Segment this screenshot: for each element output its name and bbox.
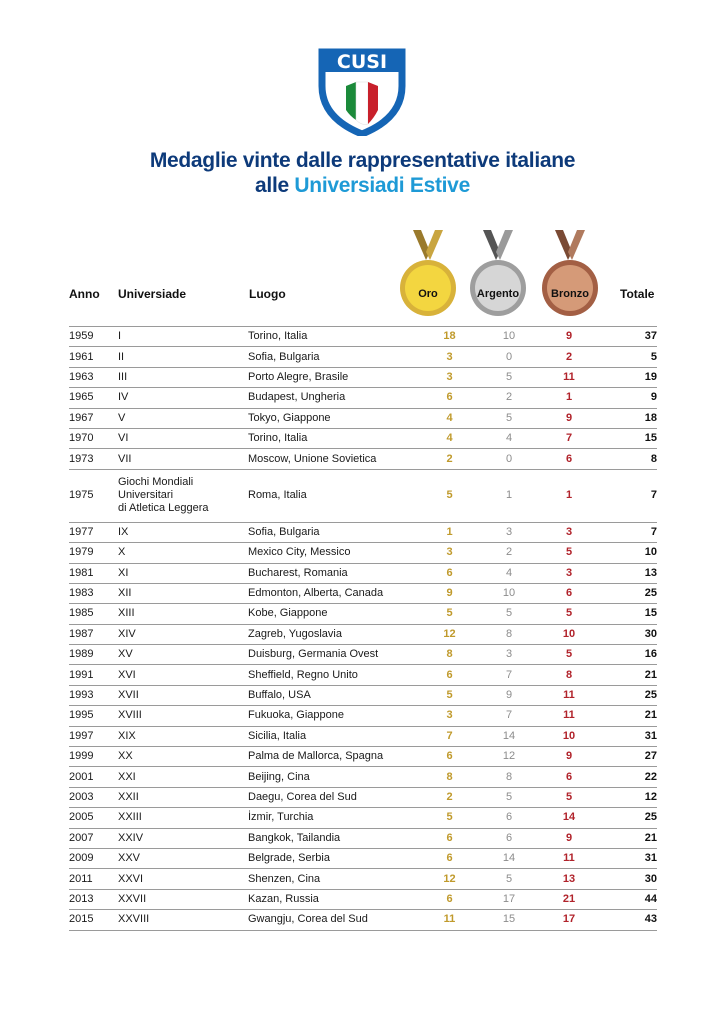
cell-arg: 2 [479,388,539,408]
cell-brz: 9 [539,408,599,428]
cell-brz: 11 [539,685,599,705]
cell-arg: 0 [479,449,539,469]
cell-univ: XXIII [118,808,248,828]
cell-luogo: İzmir, Turchia [248,808,420,828]
cell-oro: 3 [420,706,479,726]
cell-anno: 1983 [69,583,118,603]
title-line2-accent: Universiadi Estive [294,174,470,197]
cell-univ: XX [118,747,248,767]
cell-oro: 5 [420,685,479,705]
cell-univ: IX [118,522,248,542]
cell-arg: 0 [479,347,539,367]
title-line2 [0,173,725,198]
cell-anno: 1981 [69,563,118,583]
cell-univ: XI [118,563,248,583]
cell-tot: 12 [599,787,657,807]
cell-univ: XII [118,583,248,603]
cell-univ: VII [118,449,248,469]
cell-oro: 3 [420,347,479,367]
cell-luogo: Sheffield, Regno Unito [248,665,420,685]
cell-arg: 17 [479,889,539,909]
cell-anno: 2003 [69,787,118,807]
cell-brz: 8 [539,665,599,685]
cell-tot: 9 [599,388,657,408]
table-row [69,889,657,909]
cell-luogo: Sofia, Bulgaria [248,347,420,367]
cell-tot: 5 [599,347,657,367]
cell-luogo: Kazan, Russia [248,889,420,909]
cell-arg: 15 [479,910,539,930]
cell-luogo: Bangkok, Tailandia [248,828,420,848]
cell-brz: 11 [539,367,599,387]
cell-anno: 1995 [69,706,118,726]
cell-anno: 1973 [69,449,118,469]
cell-oro: 18 [420,327,479,347]
cell-oro: 6 [420,388,479,408]
cell-oro: 5 [420,604,479,624]
cell-luogo: Mexico City, Messico [248,543,420,563]
title-line1: Medaglie vinte dalle rappresentative italiane [149,149,576,172]
cell-anno: 1987 [69,624,118,644]
cell-univ: V [118,408,248,428]
bronze-medal-icon [541,230,599,318]
cell-brz: 5 [539,604,599,624]
cell-oro: 8 [420,645,479,665]
cell-tot: 31 [599,726,657,746]
cell-anno: 1997 [69,726,118,746]
cell-anno: 1961 [69,347,118,367]
header-bronzo: Bronzo [551,288,589,300]
table-row [69,828,657,848]
cell-anno: 2005 [69,808,118,828]
table-row [69,869,657,889]
cell-luogo: Fukuoka, Giappone [248,706,420,726]
cell-univ: XV [118,645,248,665]
cell-brz: 5 [539,645,599,665]
cell-luogo: Roma, Italia [248,469,420,522]
cell-anno: 1989 [69,645,118,665]
cell-oro: 11 [420,910,479,930]
header-totale: Totale [620,287,655,301]
cell-brz: 13 [539,869,599,889]
cell-arg: 1 [479,469,539,522]
table-row [69,327,657,347]
cell-anno: 1967 [69,408,118,428]
cell-oro: 12 [420,624,479,644]
cell-brz: 7 [539,428,599,448]
table-row [69,449,657,469]
cell-arg: 8 [479,767,539,787]
cell-tot: 15 [599,604,657,624]
cell-oro: 3 [420,367,479,387]
cell-anno: 1959 [69,327,118,347]
cell-tot: 8 [599,449,657,469]
cell-anno: 1985 [69,604,118,624]
cell-tot: 7 [599,469,657,522]
cell-luogo: Beijing, Cina [248,767,420,787]
cell-tot: 30 [599,869,657,889]
cell-univ: XXVI [118,869,248,889]
cell-univ: Giochi Mondiali Universitari di Atletica Leggera [118,469,248,522]
cell-tot: 13 [599,563,657,583]
table-row [69,408,657,428]
cusi-logo [316,46,408,136]
cell-univ: II [118,347,248,367]
cell-univ: XXII [118,787,248,807]
table-row [69,645,657,665]
cell-oro: 1 [420,522,479,542]
cell-oro: 5 [420,469,479,522]
header-argento: Argento [476,288,520,300]
cell-univ: IV [118,388,248,408]
cell-oro: 6 [420,747,479,767]
cell-oro: 6 [420,563,479,583]
cell-tot: 21 [599,665,657,685]
header-anno: Anno [69,287,100,301]
cell-luogo: Zagreb, Yugoslavia [248,624,420,644]
cell-anno: 1979 [69,543,118,563]
cell-luogo: Torino, Italia [248,428,420,448]
table-row [69,388,657,408]
cell-brz: 14 [539,808,599,828]
cell-univ: XIII [118,604,248,624]
table-row [69,685,657,705]
cell-oro: 8 [420,767,479,787]
cell-anno: 1970 [69,428,118,448]
cell-luogo: Torino, Italia [248,327,420,347]
cell-tot: 18 [599,408,657,428]
medal-table [69,326,657,931]
gold-medal-icon [399,230,457,318]
cell-luogo: Budapest, Ungheria [248,388,420,408]
cell-univ: X [118,543,248,563]
cell-anno: 1965 [69,388,118,408]
cell-oro: 7 [420,726,479,746]
cell-anno: 1963 [69,367,118,387]
cell-tot: 37 [599,327,657,347]
cell-luogo: Bucharest, Romania [248,563,420,583]
cell-tot: 31 [599,848,657,868]
cell-anno: 2001 [69,767,118,787]
cell-tot: 27 [599,747,657,767]
cell-tot: 21 [599,706,657,726]
header-universiade: Universiade [118,287,187,301]
cell-univ: XXVII [118,889,248,909]
cell-oro: 5 [420,808,479,828]
cell-arg: 6 [479,808,539,828]
cell-anno: 2009 [69,848,118,868]
cell-oro: 6 [420,665,479,685]
cell-luogo: Porto Alegre, Brasile [248,367,420,387]
cell-brz: 9 [539,828,599,848]
table-row [69,367,657,387]
logo-text: CUSI [336,51,388,73]
cell-anno: 1991 [69,665,118,685]
cell-brz: 2 [539,347,599,367]
cell-arg: 6 [479,828,539,848]
cell-brz: 11 [539,706,599,726]
cell-luogo: Edmonton, Alberta, Canada [248,583,420,603]
table-row [69,787,657,807]
cell-oro: 6 [420,828,479,848]
cell-tot: 43 [599,910,657,930]
cell-arg: 14 [479,726,539,746]
cell-tot: 25 [599,808,657,828]
cell-arg: 3 [479,645,539,665]
cell-univ: XIX [118,726,248,746]
title-line2-prefix: alle [255,174,295,197]
cell-univ: I [118,327,248,347]
cell-luogo: Shenzen, Cina [248,869,420,889]
cell-luogo: Gwangju, Corea del Sud [248,910,420,930]
cell-arg: 2 [479,543,539,563]
cell-brz: 6 [539,767,599,787]
table-row [69,665,657,685]
silver-medal-icon [469,230,527,318]
header-luogo: Luogo [249,287,286,301]
cell-oro: 2 [420,787,479,807]
table-row [69,522,657,542]
cell-brz: 10 [539,624,599,644]
table-row [69,563,657,583]
cell-arg: 8 [479,624,539,644]
header-oro: Oro [418,288,438,300]
table-row [69,624,657,644]
cell-univ: XXIV [118,828,248,848]
table-row [69,428,657,448]
cell-arg: 14 [479,848,539,868]
cell-brz: 17 [539,910,599,930]
cell-tot: 16 [599,645,657,665]
cell-anno: 1993 [69,685,118,705]
cell-luogo: Duisburg, Germania Ovest [248,645,420,665]
cell-brz: 6 [539,583,599,603]
cell-brz: 9 [539,747,599,767]
cell-tot: 30 [599,624,657,644]
table-row [69,747,657,767]
cell-tot: 44 [599,889,657,909]
cell-univ: XXVIII [118,910,248,930]
cell-univ: XVII [118,685,248,705]
cell-oro: 12 [420,869,479,889]
cell-arg: 10 [479,327,539,347]
table-row [69,848,657,868]
cell-luogo: Sicilia, Italia [248,726,420,746]
cell-arg: 4 [479,428,539,448]
table-row [69,910,657,930]
cell-anno: 1977 [69,522,118,542]
table-row [69,808,657,828]
cell-univ: VI [118,428,248,448]
cell-arg: 3 [479,522,539,542]
cell-brz: 5 [539,787,599,807]
cell-oro: 4 [420,428,479,448]
cell-oro: 6 [420,848,479,868]
cell-brz: 5 [539,543,599,563]
table-row [69,583,657,603]
cell-luogo: Tokyo, Giappone [248,408,420,428]
table-row [69,767,657,787]
italian-flag-icon [346,82,378,125]
cell-arg: 5 [479,604,539,624]
cell-arg: 5 [479,367,539,387]
cell-luogo: Belgrade, Serbia [248,848,420,868]
cell-univ: XXI [118,767,248,787]
cell-brz: 1 [539,469,599,522]
cell-arg: 12 [479,747,539,767]
cell-brz: 6 [539,449,599,469]
cell-arg: 7 [479,665,539,685]
cell-brz: 10 [539,726,599,746]
cell-arg: 10 [479,583,539,603]
cell-brz: 1 [539,388,599,408]
cell-brz: 3 [539,563,599,583]
cell-arg: 9 [479,685,539,705]
page-title [0,148,725,198]
cell-oro: 4 [420,408,479,428]
table-row [69,347,657,367]
cell-anno: 1975 [69,469,118,522]
cell-luogo: Sofia, Bulgaria [248,522,420,542]
cell-tot: 25 [599,685,657,705]
cell-luogo: Kobe, Giappone [248,604,420,624]
cell-brz: 21 [539,889,599,909]
cell-brz: 3 [539,522,599,542]
cell-oro: 3 [420,543,479,563]
cell-arg: 4 [479,563,539,583]
table-row [69,604,657,624]
cell-arg: 5 [479,787,539,807]
table-row [69,726,657,746]
cell-univ: XXV [118,848,248,868]
cell-tot: 21 [599,828,657,848]
cell-arg: 7 [479,706,539,726]
cell-univ: XVI [118,665,248,685]
table-row [69,706,657,726]
cell-luogo: Daegu, Corea del Sud [248,787,420,807]
cell-anno: 2013 [69,889,118,909]
cell-brz: 9 [539,327,599,347]
cell-anno: 2007 [69,828,118,848]
table-row [69,543,657,563]
cell-tot: 25 [599,583,657,603]
cell-luogo: Buffalo, USA [248,685,420,705]
table-row [69,469,657,522]
cell-arg: 5 [479,869,539,889]
cell-brz: 11 [539,848,599,868]
cell-tot: 22 [599,767,657,787]
cell-oro: 2 [420,449,479,469]
cell-oro: 9 [420,583,479,603]
cell-oro: 6 [420,889,479,909]
cell-luogo: Moscow, Unione Sovietica [248,449,420,469]
cell-arg: 5 [479,408,539,428]
cell-anno: 2015 [69,910,118,930]
cell-tot: 15 [599,428,657,448]
cell-tot: 10 [599,543,657,563]
cell-univ: XVIII [118,706,248,726]
cell-univ: III [118,367,248,387]
cell-anno: 1999 [69,747,118,767]
cell-luogo: Palma de Mallorca, Spagna [248,747,420,767]
cell-tot: 19 [599,367,657,387]
cell-anno: 2011 [69,869,118,889]
cell-tot: 7 [599,522,657,542]
cell-univ: XIV [118,624,248,644]
